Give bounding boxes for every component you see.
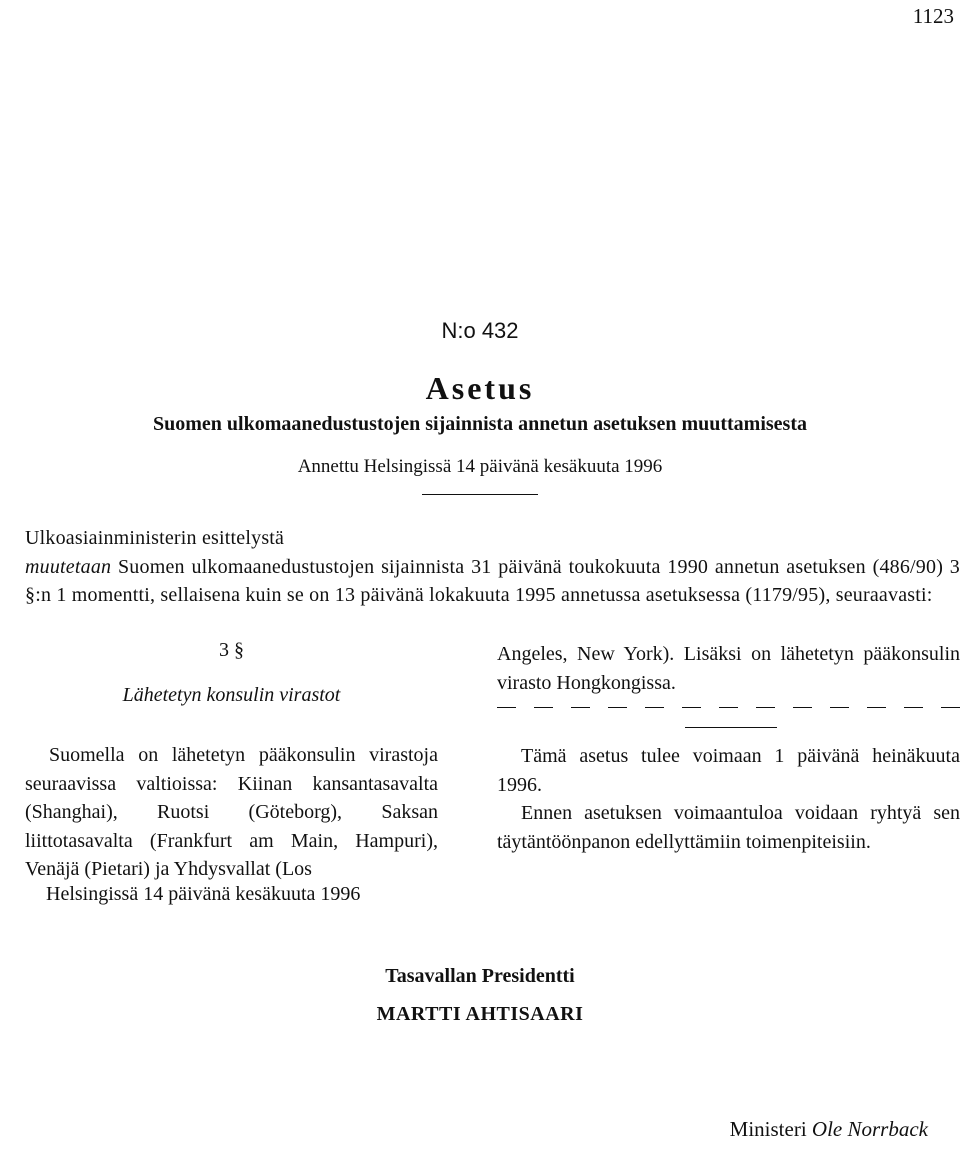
section-title: Lähetetyn konsulin virastot <box>122 683 341 706</box>
minister-name: Ole Norrback <box>811 1117 928 1141</box>
omission-dashes <box>497 697 960 725</box>
amendment-text: Suomen ulkomaanedustustojen sijainnista 31 päivänä toukokuuta 1990 annetun asetuksen (486/90) 3 §:n 1 momentti, sellaisena kuin se on 13 päivänä lokakuuta 1995 annetussa asetuksessa (1179/95), seuraavasti: <box>25 555 960 606</box>
document-type-heading: Asetus <box>425 370 535 406</box>
place-and-date: Helsingissä 14 päivänä kesäkuuta 1996 <box>46 883 361 905</box>
presenter-line: Ulkoasiainministerin esittelystä <box>25 527 285 549</box>
introduction <box>25 524 960 610</box>
title-divider <box>422 494 538 495</box>
section-body-right: Angeles, New York). Lisäksi on lähetetyn pääkonsulin virasto Hongkongissa. <box>497 643 960 694</box>
act-number: N:o 432 <box>441 318 519 343</box>
signatory-title: Tasavallan Presidentti <box>385 965 575 987</box>
amendment-verb: muutetaan <box>25 555 112 578</box>
section-body-left: Suomella on lähetetyn pääkonsulin virastoja seuraavissa valtioissa: Kiinan kansantasavalta (Shanghai), Ruotsi (Göteborg), Saksan liittotasavalta (Frankfurt am Main, Hampuri), Venäjä (Pietari) ja Yhdysvallat (Los <box>25 744 438 880</box>
issue-date-line: Annettu Helsingissä 14 päivänä kesäkuuta 1996 <box>297 456 663 477</box>
document-title: Suomen ulkomaanedustustojen sijainnista annetun asetuksen muuttamisesta <box>152 413 807 435</box>
amendment-clause <box>25 553 960 610</box>
implementation-clause: Ennen asetuksen voimaantuloa voidaan ryhtyä sen täytäntöönpanon edellyttämiin toimenpiteisiin. <box>497 802 960 853</box>
left-column <box>25 636 438 884</box>
minister-signature <box>730 1117 928 1142</box>
entry-into-force: Tämä asetus tulee voimaan 1 päivänä heinäkuuta 1996. <box>497 745 960 796</box>
signatory-name: MARTTI AHTISAARI <box>376 1003 584 1025</box>
section-number: 3 § <box>219 639 244 661</box>
right-column <box>497 640 960 856</box>
page-number: 1123 <box>912 4 954 28</box>
section-divider <box>685 727 777 728</box>
minister-label: Ministeri <box>729 1117 807 1141</box>
